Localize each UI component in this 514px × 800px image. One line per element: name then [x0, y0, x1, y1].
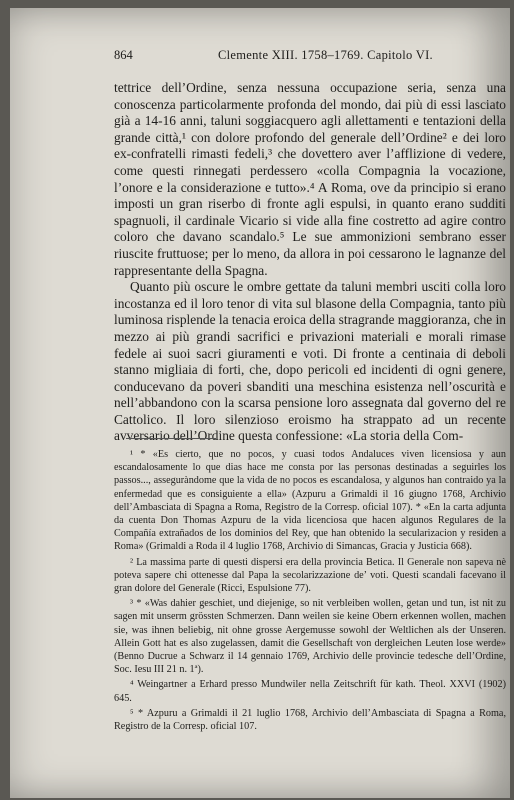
footnote: ⁵ * Azpuru a Grimaldi il 21 luglio 1768, Archivio dell’Ambasciata di Spagna a Roma, Registro de la Corresp. oficial 107. — [114, 707, 506, 733]
main-text — [114, 80, 506, 445]
page-number: 864 — [114, 48, 133, 62]
running-title: Clemente XIII. 1758–1769. Capitolo VI. — [218, 48, 433, 62]
footnote: ² La massima parte di questi dispersi era della provincia Betica. Il Generale non sapeva nè poteva sapere chi ottenesse dal Papa la secolarizzazione de’ voti. Questi scandali facevano il gran dolore del Generale (Ricci, Espulsione 77). — [114, 556, 506, 595]
paragraph: tettrice dell’Ordine, senza nessuna occupazione seria, senza una conoscenza particolarmente profonda del mondo, dai più di essi lasciato già a 14-16 anni, taluni soggiacquero agli allettamenti e tentazioni della grande città,¹ con dolore profondo del generale dell’Ordine² e dei loro ex-confratelli rimasti fedeli,³ che dovettero aver l’afflizione di vedere, come questi rinnegati perdessero «colla Compagnia la vocazione, l’onore e la considerazione e tutto».⁴ A Roma, ove da principio si erano imposti un gran riserbo di fronte agli espulsi, in quanto erano sudditi spagnuoli, il cardinale Vicario si vide alla fine costretto ad agire contro coloro che davano scandalo.⁵ Le sue ammonizioni sembrano esser riuscite fruttuose; per lo meno, da allora in poi cessarono le lagnanze del rappresentante della Spagna. — [114, 80, 506, 278]
paragraph: Quanto più oscure le ombre gettate da taluni membri usciti colla loro incostanza ed il loro tenor di vita sul blasone della Compagnia, tanto più luminosa risplende la tenacia eroica della stragrande maggioranza, che in mezzo ai più grandi sacrifici e privazioni materiali e morali rimase fedele ai suoi sacri giuramenti e voti. Di fronte a centinaia di deboli stanno migliaia di forti, che, dopo pericoli ed incidenti di ogni genere, conducevano da poveri sbanditi una meschina esistenza nell’oscurità e nell’abbandono con la scarsa pensione loro assegnata dal governo del re Cattolico. Il loro silenzioso eroismo ha strappato ad un recente avversario dell’Ordine questa confessione: «La storia della Com- — [114, 279, 506, 444]
footnote: ³ * «Was dahier geschiet, und diejenige, so nit verbleiben wollen, getan und tun, ist nit zu sagen mit unserm grössten Schmerzen. Dann weilen sie keine Obern erkennen wollen, machen sie, was ihnen beliebig, nit ohne grosse Aergemusse sowohl der Weltlichen als der Unseren. Allein Gott hat es also zugelassen, damit die Gesellschaft von dergleichen Leuten lose werde» (Benno Ducrue a Schwarz il 14 gennaio 1769, Archivio delle provincie tedesche dell’Ordine, Soc. Iesu III 21 n. 1ª). — [114, 598, 506, 676]
footnotes — [114, 448, 506, 735]
footnote: ¹ * «Es cierto, que no pocos, y cuasi todos Andaluces viven licensiosa y aun escandalosamente lo que dias hace me consta por las personas destinadas a seguirles los passos..., asseguràndome que la vida de no pocos es escandalosa, y algunos han contraido ya la enfermedad que es consiguiente a ella» (Azpuru a Grimaldi il 16 giugno 1768, Archivio dell’Ambasciata di Spagna a Roma, Registro de la Corresp. oficial 107). * «En la carta adjunta da cuenta Don Thomas Azpuru de la vida licenciosa que hacen algunos Regulares de la Compañía extrañados de los dominios del Rey, que han obtenido la secularizacion y residen a Roma» (Grimaldi a Roda il 4 luglio 1768, Archivio di Simancas, Gracia y Justicia 668). — [114, 449, 506, 553]
book-page — [10, 8, 510, 798]
footnote: ⁴ Weingartner a Erhard presso Mundwiler nella Zeitschrift für kath. Theol. XXVI (1902) 645. — [114, 679, 506, 704]
footnote-divider — [126, 438, 216, 439]
